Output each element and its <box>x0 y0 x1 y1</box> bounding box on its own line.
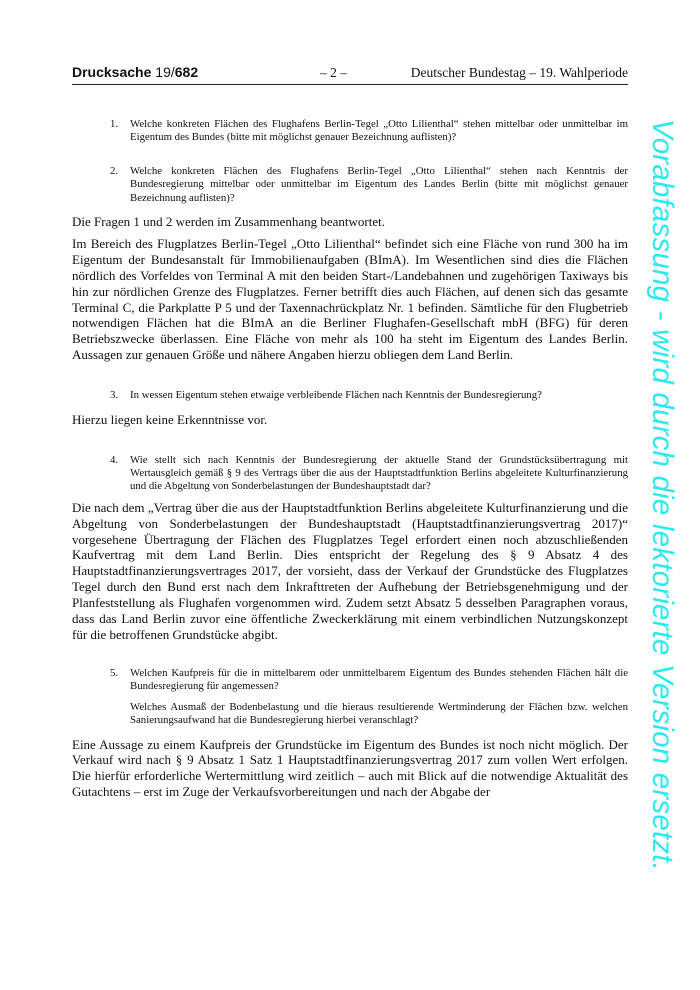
question-text: Welches Ausmaß der Bodenbelastung und die hieraus resultierende Wertminderung der Flächen bzw. welchen Sanierungsaufwand hat die Bundesregierung hierbei veranschlagt? <box>130 700 628 727</box>
doc-number: 682 <box>174 64 199 80</box>
question-5 <box>110 667 628 728</box>
question-number: 2. <box>110 164 119 177</box>
question-number: 5. <box>110 666 119 679</box>
page-header <box>72 62 628 85</box>
question-text: In wessen Eigentum stehen etwaige verbleibende Flächen nach Kenntnis der Bundesregierung? <box>130 389 542 402</box>
answer-text: Die Fragen 1 und 2 werden im Zusammenhang beantwortet. <box>72 214 385 230</box>
answer-text: Die nach dem „Vertrag über die aus der Hauptstadtfunktion Berlins abgeleitete Kulturfinanzierung und die Abgeltung von Sonderbelastungen der Bundeshauptstadt (Hauptstadtfinanzierungsvertrag 2017)“ vorgesehene Übertragung der Flächen des Flugplatzes Tegel erfordert einen noch abzuschließenden Kaufvertrag mit dem Land Berlin. Dies entspricht der Regelung des § 9 Absatz 4 des Hauptstadtfinanzierungsvertrages 2017, der vorsieht, dass der Verkauf der Grundstücke des Flugplatzes Tegel durch den Bund erst nach dem Inkrafttreten der Aufhebung der Betriebsgenehmigung und der Planfeststellung als Flughafen vorgenommen wird. Zudem setzt Absatz 5 desselben Paragraphen voraus, dass das Land Berlin zuvor eine öffentliche Zweckerklärung mit einem verbindlichen Nutzungskonzept für die betroffenen Grundstücke abgibt. <box>72 499 628 642</box>
answer-text: Hierzu liegen keine Erkenntnisse vor. <box>72 411 268 427</box>
answer-text: Eine Aussage zu einem Kaufpreis der Grundstücke im Eigentum des Bundes ist noch nicht möglich. Der Verkauf wird nach § 9 Absatz 1 Satz 1 Hauptstadtfinanzierungsvertrag 2017 zum vollen Wert erfolgen. Die hierfür erforderliche Wertermittlung wird zeitlich – auch mit Blick auf die notwendige Aktualität des Gutachtens – erst im Zuge der Verkaufsvorbereitungen und nach der Abgabe der <box>72 736 628 800</box>
answer-text: Im Bereich des Flugplatzes Berlin-Tegel „Otto Lilienthal“ befindet sich eine Fläche von rund 300 ha im Eigentum der Bundesanstalt für Immobilienaufgaben (BImA). Im Wesentlichen sind dies die Flächen nördlich des Vorfeldes von Terminal A mit den beiden Start-/Landebahnen und zugehörigen Taxiways bis hin zur nördlichen Grenze des Flugplatzes. Ferner betrifft dies auch Flächen, auf denen sich das gesamte Terminal C, die Parkplatte P 5 und der Taxennachrückplatz Nr. 1 befinden. Sämtliche für den Flugbetrieb notwendigen Flächen hat die BImA an die Berliner Flughafen-Gesellschaft mbH (BFG) für deren Betriebszwecke überlassen. Eine Fläche von mehr als 100 ha steht im Eigentum des Landes Berlin. Aussagen zur genauen Größe und nähere Angaben hierzu obliegen dem Land Berlin. <box>72 235 628 363</box>
institution-label: Deutscher Bundestag – 19. Wahlperiode <box>410 65 628 80</box>
question-text: Wie stellt sich nach Kenntnis der Bundesregierung der aktuelle Stand der Grundstücksübertragung mit Wertausgleich gemäß § 9 des Vertrags über die aus der Hauptstadtfunktion Berlins abgeleitete Kulturfinanzierung und die Abgeltung von Sonderbelastungen der Bundeshauptstadt dar? <box>130 453 628 493</box>
page-number: – 2 – <box>320 65 347 80</box>
question-4 <box>110 454 628 494</box>
watermark-text: Vorabfassung - wird durch die lektorierte Version ersetzt. <box>646 118 679 872</box>
question-3 <box>110 389 628 402</box>
question-text: Welchen Kaufpreis für die in mittelbarem oder unmittelbarem Eigentum des Bundes stehenden Flächen hält die Bundesregierung für angemessen? <box>130 666 628 693</box>
question-number: 4. <box>110 453 119 466</box>
document-number <box>72 64 198 80</box>
question-number: 3. <box>110 389 119 402</box>
document-body <box>72 118 628 800</box>
doc-number-prefix: 19/ <box>155 64 175 80</box>
question-number: 1. <box>110 118 119 130</box>
question-text: Welche konkreten Flächen des Flughafens Berlin-Tegel „Otto Lilienthal“ stehen mittelbar oder unmittelbar im Eigentum des Bundes (bitte mit möglichst genauer Bezeichnung auflisten)? <box>130 118 628 144</box>
question-text: Welche konkreten Flächen des Flughafens Berlin-Tegel „Otto Lilienthal“ stehen nach Kenntnis der Bundesregierung mittelbar oder unmittelbar im Eigentum des Landes Berlin (bitte mit möglichst genauer Bezeichnung auflisten)? <box>130 164 628 204</box>
doc-label: Drucksache <box>72 64 152 80</box>
question-2 <box>110 165 628 205</box>
question-1 <box>110 118 628 145</box>
